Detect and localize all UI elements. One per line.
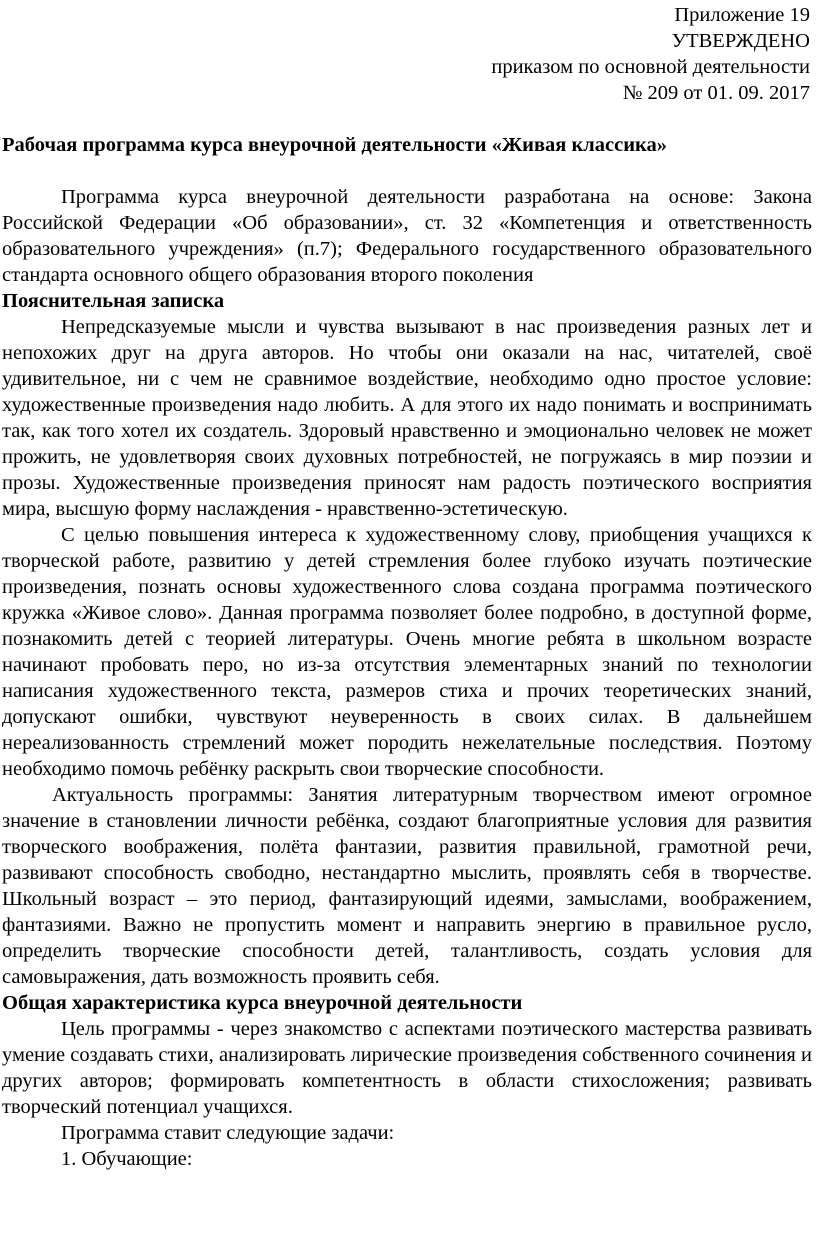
explanatory-note-heading: Пояснительная записка xyxy=(2,290,225,312)
general-characteristics-heading: Общая характеристика курса внеурочной деятельности xyxy=(2,992,523,1014)
intro-paragraph: Программа курса внеурочной деятельности разработана на основе: Закона Российской Федерации «Об образовании», ст. 32 «Компетенция и ответственность образовательного учреждения» (п.7); Федерального государственного образовательного стандарта основного общего образования второго поколения xyxy=(2,186,812,286)
order-number: № 209 от 01. 09. 2017 xyxy=(622,82,810,104)
order-line: приказом по основной деятельности xyxy=(491,56,810,78)
approved-label: УТВЕРЖДЕНО xyxy=(671,30,810,52)
approval-header xyxy=(2,0,812,106)
tasks-intro: Программа ставит следующие задачи: xyxy=(61,1122,395,1144)
goal-paragraph: Цель программы - через знакомство с аспектами поэтического мастерства развивать умение создавать стихи, анализировать лирические произведения собственного сочинения и других авторов; формировать компетентность в области стихосложения; развивать творческий потенциал учащихся. xyxy=(2,1018,812,1118)
relevance-paragraph: Актуальность программы: Занятия литературным творчеством имеют огромное значение в становлении личности ребёнка, создают благоприятные условия для развития творческого воображения, полёта фантазии, развития правильной, грамотной речи, развивают способность свободно, нестандартно мыслить, проявлять себя в творчестве. Школьный возраст – это период, фантазирующий идеями, замыслами, воображением, фантазиями. Важно не пропустить момент и направить энергию в правильное русло, определить творческие способности детей, талантливость, создать условия для самовыражения, дать возможность проявить себя. xyxy=(2,784,812,988)
explanatory-paragraph-1: Непредсказуемые мысли и чувства вызывают в нас произведения разных лет и непохожих друг на друга авторов. Но чтобы они оказали на нас, читателей, своё удивительное, ни с чем не сравнимое воздействие, необходимо одно простое условие: художественные произведения надо любить. А для этого их надо понимать и воспринимать так, как того хотел их создатель. Здоровый нравственно и эмоционально человек не может прожить, не удовлетворяя своих духовных потребностей, не погружаясь в мир поэзии и прозы. Художественные произведения приносят нам радость поэтического восприятия мира, высшую форму наслаждения - нравственно-эстетическую. xyxy=(2,316,812,520)
explanatory-paragraph-2: С целью повышения интереса к художественному слову, приобщения учащихся к творческой работе, развитию у детей стремления более глубоко изучать поэтические произведения, познать основы художественного слова создана программа поэтического кружка «Живое слово». Данная программа позволяет более подробно, в доступной форме, познакомить детей с теорией литературы. Очень многие ребята в школьном возрасте начинают пробовать перо, но из-за отсутствия элементарных знаний по технологии написания художественного текста, размеров стиха и прочих теоретических знаний, допускают ошибки, чувствуют неуверенность в своих силах. В дальнейшем нереализованность стремлений может породить нежелательные последствия. Поэтому необходимо помочь ребёнку раскрыть свои творческие способности. xyxy=(2,524,812,780)
appendix-label: Приложение 19 xyxy=(674,4,810,26)
document-title: Рабочая программа курса внеурочной деятельности «Живая классика» xyxy=(2,134,668,156)
task-item-1: 1. Обучающие: xyxy=(61,1148,193,1170)
